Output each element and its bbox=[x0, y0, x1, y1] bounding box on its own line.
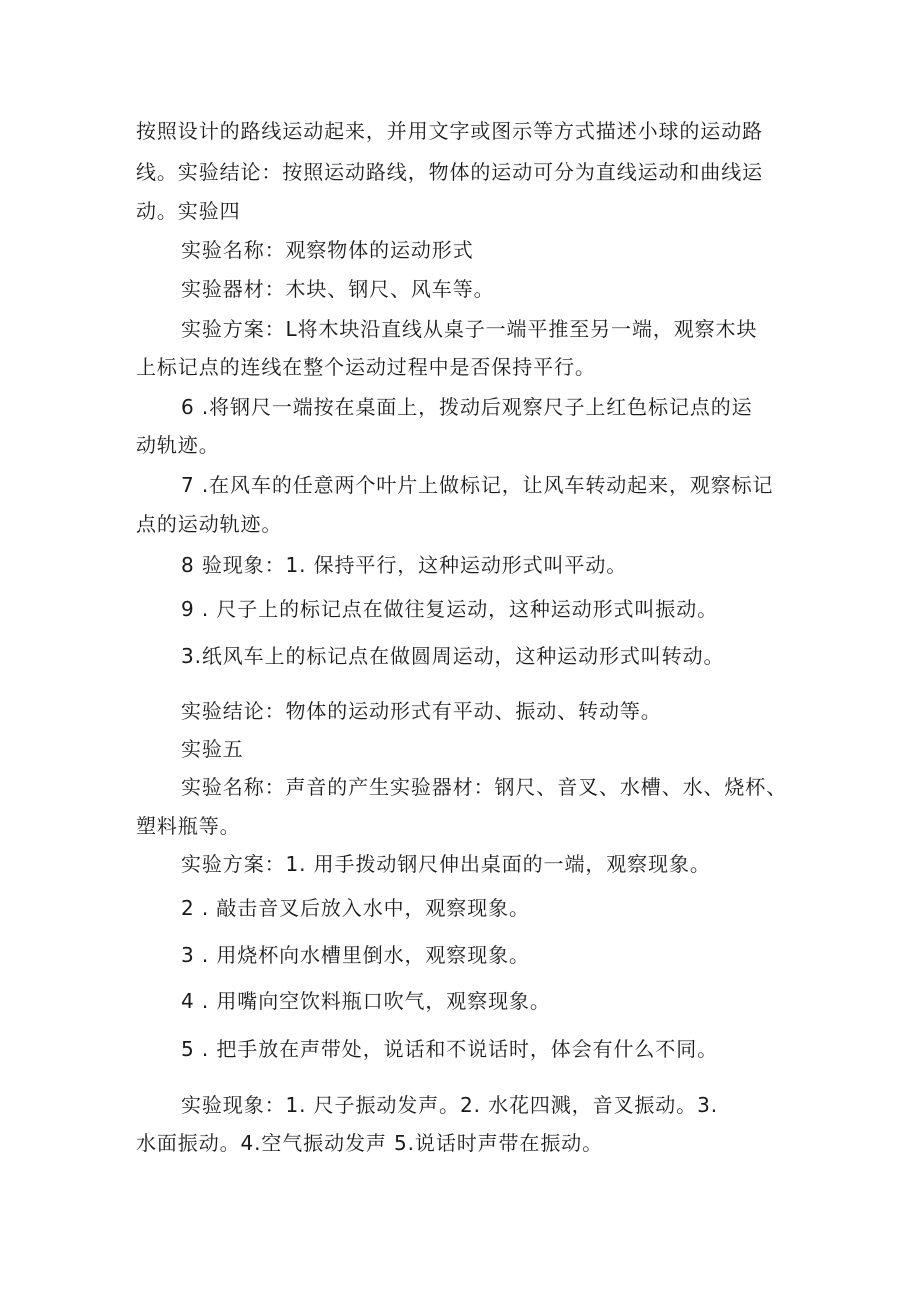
text-line: 2 . 敲击音叉后放入水中，观察现象。 bbox=[181, 896, 530, 920]
text-line: 8 验现象：1. 保持平行，这种运动形式叫平动。 bbox=[181, 553, 628, 577]
text-line: 7 .在风车的任意两个叶片上做标记，让风车转动起来，观察标记 bbox=[181, 473, 774, 497]
text-line: 6 .将钢尺一端按在桌面上，拨动后观察尺子上红色标记点的运 bbox=[181, 395, 753, 419]
text-line: 点的运动轨迹。 bbox=[136, 512, 283, 536]
text-line: 实验五 bbox=[181, 737, 244, 761]
text-line: 线。实验结论：按照运动路线，物体的运动可分为直线运动和曲线运 bbox=[136, 160, 763, 184]
text-line: 实验器材：木块、钢尺、风车等。 bbox=[181, 277, 495, 301]
text-line: 3.纸风车上的标记点在做圆周运动，这种运动形式叫转动。 bbox=[181, 644, 725, 668]
text-line: 实验方案：1. 用手拨动钢尺伸出桌面的一端，观察现象。 bbox=[181, 852, 711, 876]
text-line: 动。实验四 bbox=[136, 199, 241, 223]
text-line: 水面振动。4.空气振动发声 5.说话时声带在振动。 bbox=[136, 1131, 604, 1155]
text-line: 3 . 用烧杯向水槽里倒水，观察现象。 bbox=[181, 943, 530, 967]
text-line: 实验名称：声音的产生实验器材：钢尺、音叉、水槽、水、烧杯、 bbox=[181, 775, 788, 799]
text-line: 实验方案：L将木块沿直线从桌子一端平推至另一端，观察木块 bbox=[181, 317, 758, 341]
text-line: 实验名称：观察物体的运动形式 bbox=[181, 238, 474, 262]
text-line: 实验现象：1. 尺子振动发声。2. 水花四溅，音叉振动。3. bbox=[181, 1093, 718, 1117]
text-line: 按照设计的路线运动起来，并用文字或图示等方式描述小球的运动路 bbox=[136, 119, 763, 143]
text-line: 9 . 尺子上的标记点在做往复运动，这种运动形式叫振动。 bbox=[181, 597, 718, 621]
text-line: 4 . 用嘴向空饮料瓶口吹气，观察现象。 bbox=[181, 989, 551, 1013]
text-line: 动轨迹。 bbox=[136, 433, 220, 457]
text-line: 5 . 把手放在声带处，说话和不说话时，体会有什么不同。 bbox=[181, 1037, 718, 1061]
text-line: 塑料瓶等。 bbox=[136, 814, 241, 838]
text-line: 上标记点的连线在整个运动过程中是否保持平行。 bbox=[136, 355, 596, 379]
text-line: 实验结论：物体的运动形式有平动、振动、转动等。 bbox=[181, 699, 662, 723]
